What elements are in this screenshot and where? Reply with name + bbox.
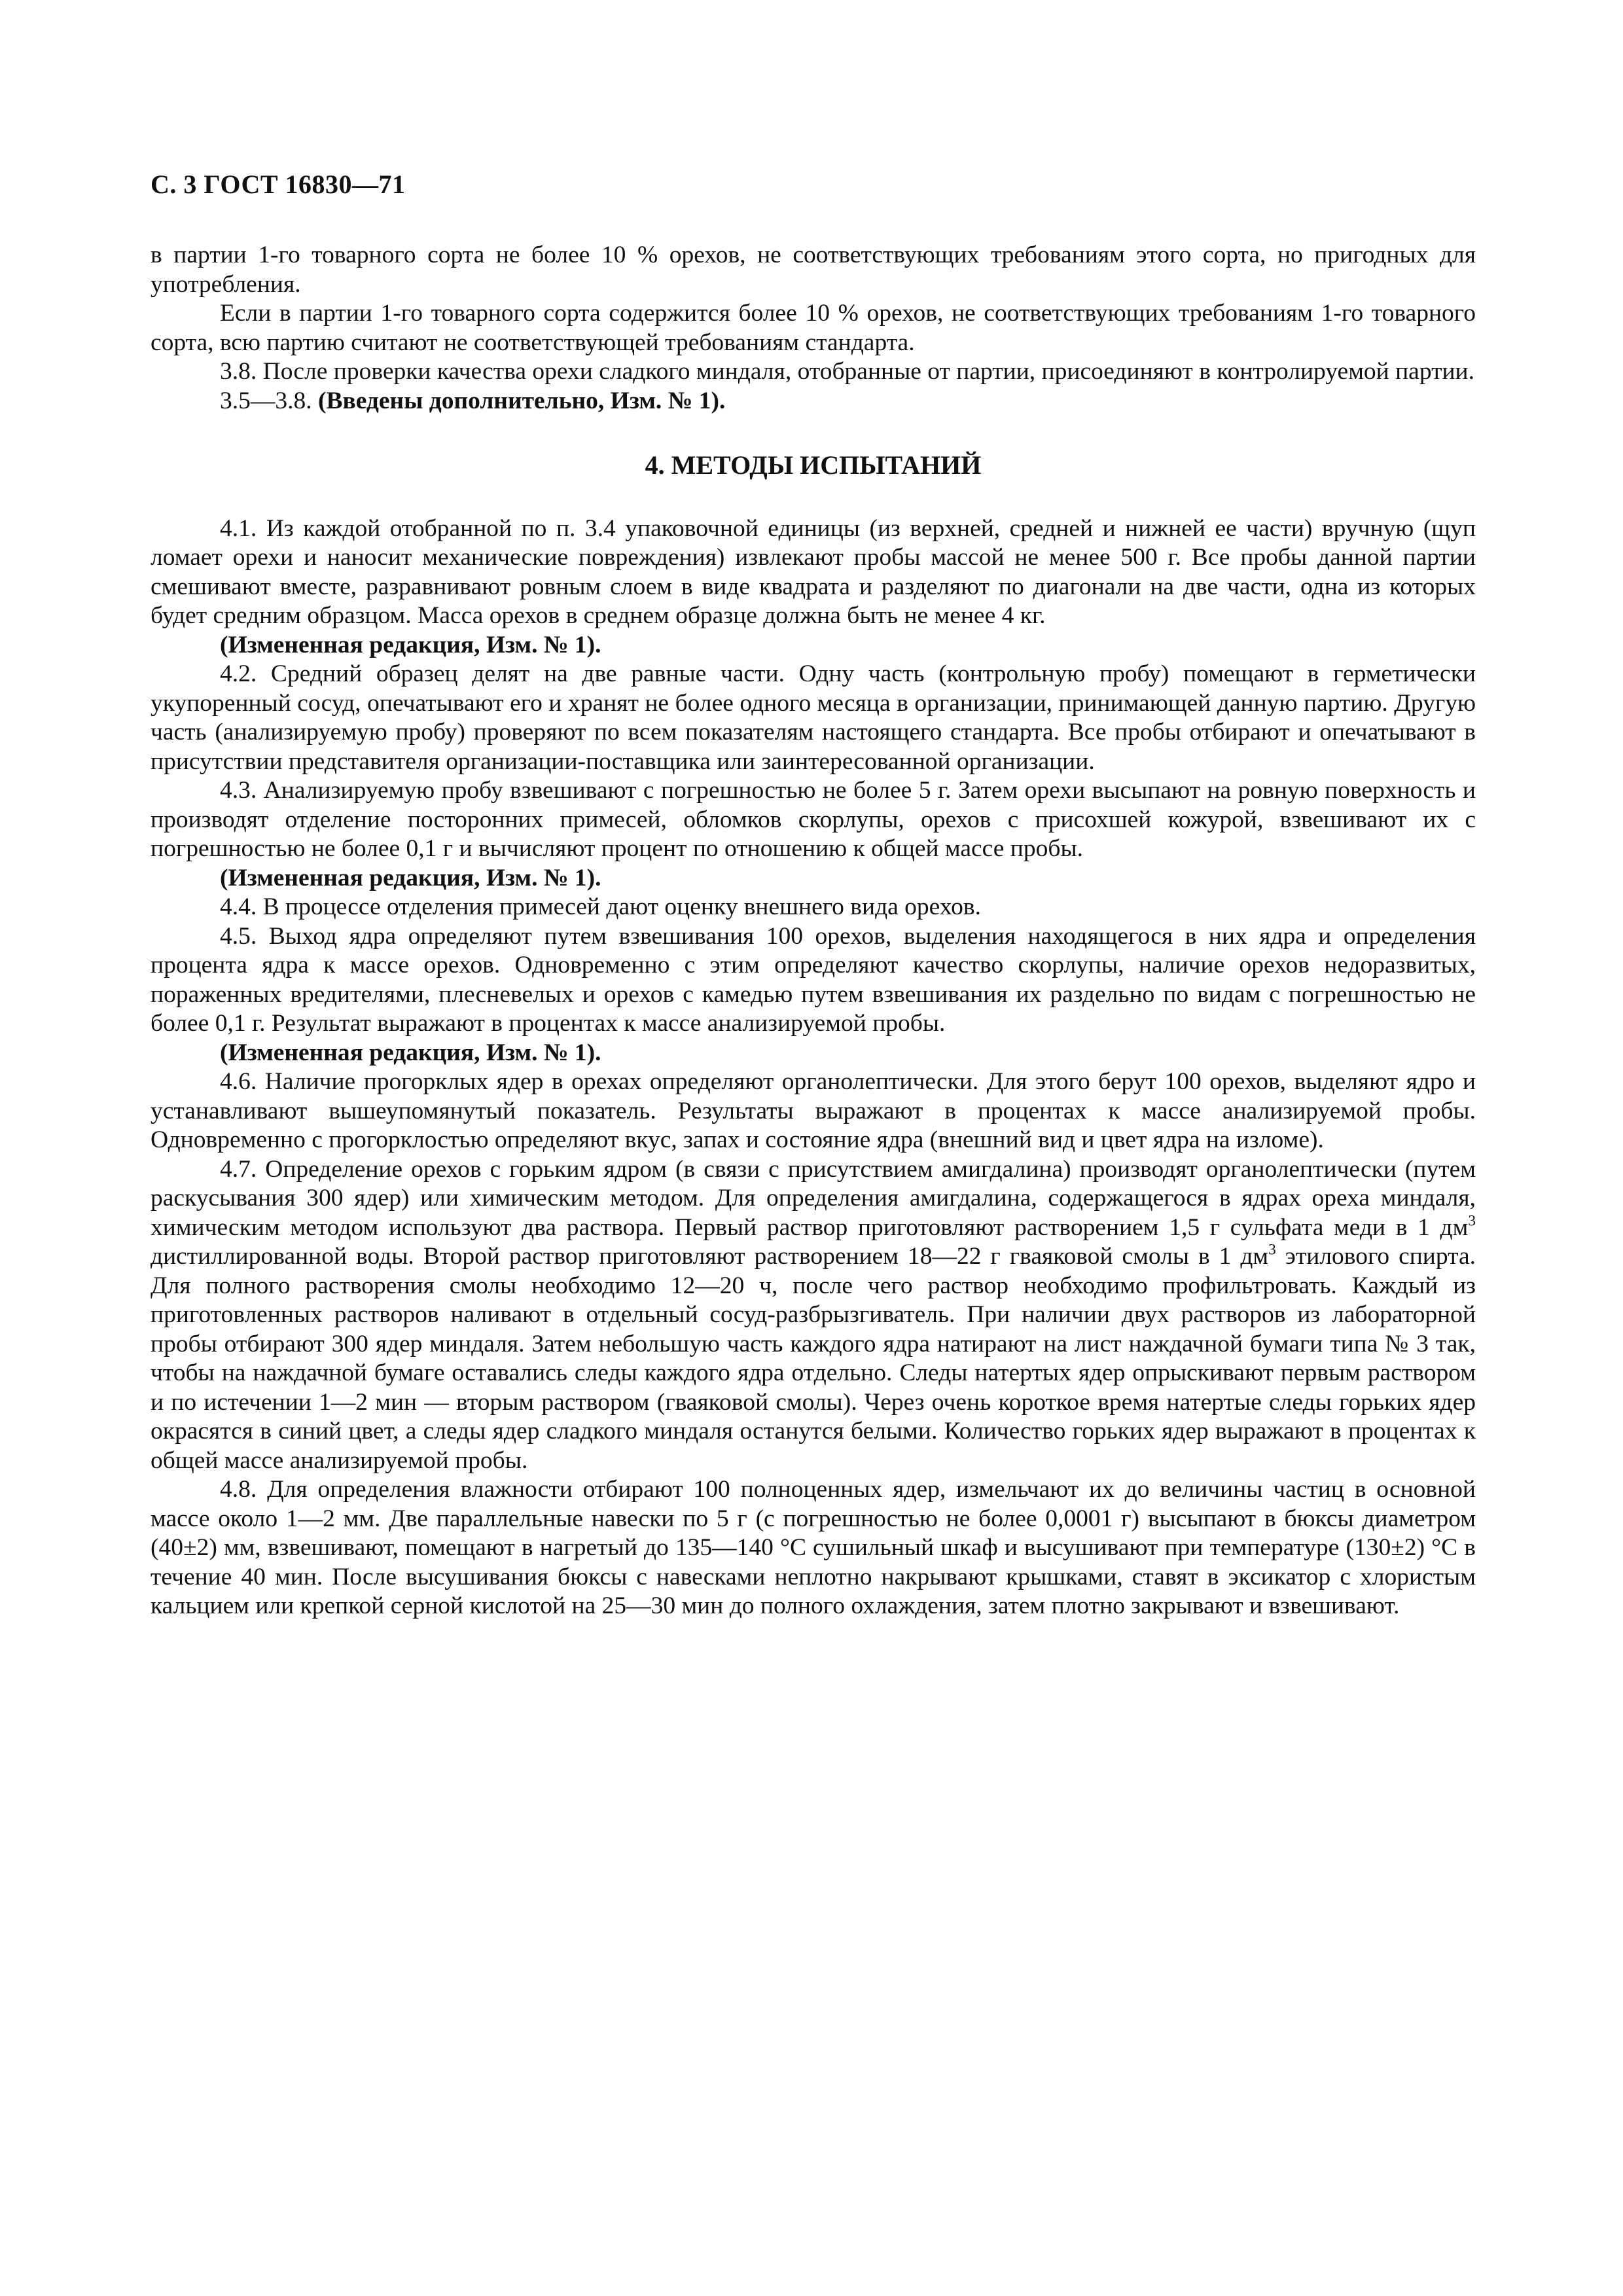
- paragraph-4-5: 4.5. Выход ядра определяют путем взвешивания 100 орехов, выделения находящегося в них ядра и определения процента ядра к массе орехов. Одновременно с этим определяют качество скорлупы, наличие орехов недоразвитых, пораженных вредителями, плесневелых и орехов с камедью путем взвешивания их раздельно по видам с погрешностью не более 0,1 г. Результат выражают в процентах к массе анализируемой пробы.: [151, 922, 1476, 1037]
- note-3-5-3-8: [151, 387, 1476, 416]
- note-bold: (Введены дополнительно, Изм. № 1).: [318, 387, 726, 414]
- document-body: [151, 241, 1476, 1621]
- amendment-note: (Измененная редакция, Изм. № 1).: [220, 631, 601, 658]
- paragraph-4-8: 4.8. Для определения влажности отбирают 100 полноценных ядер, измельчают их до величины частиц в основной массе около 1—2 мм. Две параллельные навески по 5 г (с погрешностью не более 0,0001 г) высыпают в бюксы диаметром (40±2) мм, взвешивают, помещают в нагретый до 135—140 °С сушильный шкаф и высушивают при температуре (130±2) °С в течение 40 мин. После высушивания бюксы с навесками неплотно накрывают крышками, ставят в эксикатор с хлористым кальцием или крепкой серной кислотой на 25—30 мин до полного охлаждения, затем плотно закрывают и взвешивают.: [151, 1476, 1476, 1619]
- paragraph-4-2: 4.2. Средний образец делят на две равные части. Одну часть (контрольную пробу) помещают в герметически укупоренный сосуд, опечатывают его и хранят не более одного месяца в организации, принимающей данную партию. Другую часть (анализируемую пробу) проверяют по всем показателям настоящего стандарта. Все пробы отбирают и опечатывают в присутствии представителя организации-поставщика или заинтересованной организации.: [151, 660, 1476, 775]
- paragraph-continuation: в партии 1-го товарного сорта не более 10 % орехов, не соответствующих требованиям этого сорта, но пригодных для употребления.: [151, 242, 1476, 298]
- paragraph-4-4: 4.4. В процессе отделения примесей дают оценку внешнего вида орехов.: [220, 893, 981, 920]
- paragraph-4-3: 4.3. Анализируемую пробу взвешивают с погрешностью не более 5 г. Затем орехи высыпают на ровную поверхность и производят отделение посторонних примесей, обломков скорлупы, орехов с присохшей кожурой, взвешивают их с погрешностью не более 0,1 г и вычисляют процент по отношению к общей массе пробы.: [151, 777, 1476, 862]
- note-prefix: 3.5—3.8.: [220, 387, 318, 414]
- page-header: С. 3 ГОСТ 16830—71: [151, 170, 406, 199]
- section-title: 4. МЕТОДЫ ИСПЫТАНИЙ: [645, 450, 982, 480]
- amendment-note: (Измененная редакция, Изм. № 1).: [220, 864, 601, 891]
- paragraph-4-7-part-c: этилового спирта. Для полного растворения смолы необходимо 12—20 ч, после чего раствор необходимо профильтровать. Каждый из приготовленных растворов наливают в отдельный сосуд-разбрызгиватель. При наличии двух растворов из лабораторной пробы отбирают 300 ядер миндаля. Затем небольшую часть каждого ядра натирают на лист наждачной бумаги типа № 3 так, чтобы на наждачной бумаге оставались следы каждого ядра отдельно. Следы натертых ядер опрыскивают первым раствором и по истечении 1—2 мин — вторым раствором (гваяковой смолы). Через очень короткое время натертые следы горьких ядер окрасятся в синий цвет, а следы ядер сладкого миндаля останутся белыми. Количество горьких ядер выражают в процентах к общей массе анализируемой пробы.: [151, 1243, 1476, 1474]
- paragraph-3-8: 3.8. После проверки качества орехи сладкого миндаля, отобранные от партии, присоединяют в контролируемой партии.: [220, 358, 1474, 385]
- paragraph-batch-rule: Если в партии 1-го товарного сорта содержится более 10 % орехов, не соответствующих требованиям 1-го товарного сорта, всю партию считают не соответствующей требованиям стандарта.: [151, 300, 1476, 356]
- paragraph-4-7-part-a: 4.7. Определение орехов с горьким ядром (в связи с присутствием амигдалина) производят органолептически (путем раскусывания 300 ядер) или химическим методом. Для определения амигдалина, содержащегося в ядрах ореха миндаля, химическим методом используют два раствора. Первый раствор приготовляют растворением 1,5 г сульфата меди в 1 дм: [151, 1155, 1476, 1241]
- paragraph-4-1: 4.1. Из каждой отобранной по п. 3.4 упаковочной единицы (из верхней, средней и нижней ее части) вручную (щуп ломает орехи и наносит механические повреждения) извлекают пробы массой не менее 500 г. Все пробы данной партии смешивают вместе, разравнивают ровным слоем в виде квадрата и разделяют по диагонали на две части, одна из которых будет средним образцом. Масса орехов в среднем образце должна быть не менее 4 кг.: [151, 514, 1476, 629]
- amendment-note: (Измененная редакция, Изм. № 1).: [220, 1039, 601, 1066]
- paragraph-4-7-part-b: дистиллированной воды. Второй раствор приготовляют растворением 18—22 г гваяковой смолы в 1 дм: [151, 1243, 1269, 1270]
- superscript: 3: [1468, 1212, 1476, 1230]
- paragraph-4-7: [151, 1155, 1476, 1476]
- superscript: 3: [1268, 1241, 1276, 1259]
- paragraph-4-6: 4.6. Наличие прогорклых ядер в орехах определяют органолептически. Для этого берут 100 орехов, выделяют ядро и устанавливают вышеупомянутый показатель. Результаты выражают в процентах к массе анализируемой пробы. Одновременно с прогорклостью определяют вкус, запах и состояние ядра (внешний вид и цвет ядра на изломе).: [151, 1068, 1476, 1153]
